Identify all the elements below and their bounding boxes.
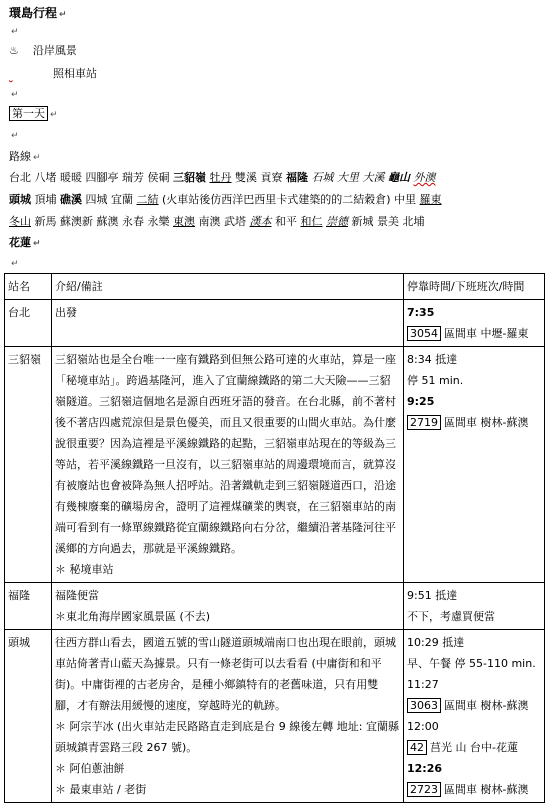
route-station: 石城 <box>311 171 334 184</box>
route-station: 景美 <box>377 215 399 228</box>
theme-label-coastal: 沿岸風景 <box>32 44 77 57</box>
time-text: 區間車 樹林-蘇澳 <box>444 416 529 429</box>
train-number: 42 <box>407 740 427 755</box>
route-station: 永春 <box>122 215 144 228</box>
time-text: 莒光 山 台中-花蓮 <box>430 741 518 754</box>
time-entry <box>407 632 541 653</box>
header-times: 停靠時間/下班班次/時間 <box>404 274 545 300</box>
route-station: 牡丹 <box>209 171 232 184</box>
time-entry <box>407 349 541 370</box>
intro-paragraph: ＊ 阿伯蔥油餅 <box>55 762 125 775</box>
route-line-1 <box>9 171 436 185</box>
route-station: 四腳亭 <box>85 171 119 184</box>
station-times <box>404 347 545 583</box>
time-entry <box>407 370 541 391</box>
header-station: 站名 <box>5 274 52 300</box>
train-entry <box>407 695 541 716</box>
train-number: 2719 <box>407 415 441 430</box>
station-intro <box>52 583 404 630</box>
theme-label-photo: 照相車站 <box>52 67 97 80</box>
route-station: 北埔 <box>402 215 425 228</box>
route-station: 新城 <box>351 215 374 228</box>
route-station: 暖暖 <box>60 171 82 184</box>
train-number: 2723 <box>407 782 441 797</box>
station-name: 三貂嶺 <box>5 347 52 583</box>
time-text: 區間車 樹林-蘇澳 <box>444 783 529 796</box>
time-text: 12:26 <box>407 762 443 775</box>
intro-paragraph: 福隆便當 <box>55 589 99 602</box>
route-station: 三貂嶺 <box>173 171 206 184</box>
time-entry <box>407 653 541 674</box>
route-station: 新馬 <box>34 215 57 228</box>
intro-paragraph: ＊東北角海岸國家風景區 (不去) <box>55 610 211 623</box>
time-text: 早、午餐 停 55-110 min. <box>407 657 536 670</box>
route-line-3 <box>9 215 425 229</box>
station-times <box>404 300 545 347</box>
train-number: 3063 <box>407 698 441 713</box>
intro-paragraph: ＊ 最東車站 / 老街 <box>55 783 147 796</box>
route-station: 和仁 <box>300 215 323 228</box>
intro-paragraph: ＊ 秘境車站 <box>55 563 114 576</box>
train-entry <box>407 412 541 433</box>
time-entry <box>407 674 541 695</box>
route-station: 漢本 <box>249 215 272 228</box>
train-entry <box>407 779 541 800</box>
route-station: 瑞芳 <box>122 171 144 184</box>
route-station: 崇德 <box>326 215 348 228</box>
itinerary-table <box>4 273 545 803</box>
time-text: 區間車 中壢-羅東 <box>444 327 529 340</box>
route-station: 龜山 <box>388 171 410 184</box>
table-row <box>5 347 545 583</box>
route-station: 中里 <box>394 193 417 206</box>
route-station: 大溪 <box>362 171 385 184</box>
theme-line-2 <box>9 67 97 81</box>
intro-paragraph: ＊ 阿宗芋冰 (出火車站走民路路直走到底是台 9 線後左轉 地址: 宜蘭縣頭城鎮青雲路三段 267 號)。 <box>55 720 399 754</box>
route-station: 冬山 <box>9 215 31 228</box>
train-entry <box>407 323 541 344</box>
route-station: 頭城 <box>9 193 31 206</box>
route-station: 南澳 <box>198 215 221 228</box>
route-station: 台北 <box>9 171 31 184</box>
blank-line: ↵ <box>11 27 19 37</box>
station-name: 頭城 <box>5 630 52 803</box>
time-entry <box>407 716 541 737</box>
table-row <box>5 300 545 347</box>
header-intro: 介紹/備註 <box>52 274 404 300</box>
route-station: 八堵 <box>34 171 57 184</box>
route-station: 宜蘭 <box>111 193 133 206</box>
table-header-row <box>5 274 545 300</box>
route-station: 頂埔 <box>34 193 57 206</box>
theme-line-1 <box>9 44 77 58</box>
route-station: 雙溪 <box>235 171 257 184</box>
station-times <box>404 630 545 803</box>
intro-paragraph: 出發 <box>55 306 77 319</box>
route-station: 永樂 <box>147 215 170 228</box>
time-entry <box>407 758 541 779</box>
time-text: 11:27 <box>407 678 439 691</box>
hot-spring-icon: ♨ <box>9 44 19 57</box>
route-line-2 <box>9 193 442 207</box>
time-text: 不下，考慮買便當 <box>407 610 495 623</box>
blank-line: ↵ <box>11 259 19 269</box>
route-station: 羅東 <box>419 193 442 206</box>
route-station: 外澳 <box>413 171 436 184</box>
time-text: 9:51 抵達 <box>407 589 458 602</box>
route-station: 大里 <box>337 171 359 184</box>
day-label: 第一天 ↵ <box>9 107 58 122</box>
route-station: 貢寮 <box>260 171 283 184</box>
time-text: 7:35 <box>407 306 435 319</box>
time-entry <box>407 606 541 627</box>
station-name: 台北 <box>5 300 52 347</box>
time-text: 12:00 <box>407 720 439 733</box>
route-station: 和平 <box>275 215 297 228</box>
route-station: 侯硐 <box>147 171 170 184</box>
table-row <box>5 583 545 630</box>
route-station: 蘇澳 <box>96 215 119 228</box>
blank-line: ↵ <box>11 90 19 100</box>
time-text: 10:29 抵達 <box>407 636 465 649</box>
route-station: 礁溪 <box>60 193 82 206</box>
train-entry <box>407 737 541 758</box>
document-title: 環島行程 ↵ <box>9 6 67 20</box>
route-station: 武塔 <box>224 215 246 228</box>
table-row <box>5 630 545 803</box>
blank-line: ↵ <box>11 131 19 141</box>
time-entry <box>407 391 541 412</box>
station-intro <box>52 300 404 347</box>
time-entry <box>407 585 541 606</box>
route-station: 蘇澳新 <box>60 215 93 228</box>
station-times <box>404 583 545 630</box>
time-text: 區間車 樹林-蘇澳 <box>444 699 529 712</box>
route-station: 東澳 <box>173 215 195 228</box>
station-name: 福隆 <box>5 583 52 630</box>
train-number: 3054 <box>407 326 441 341</box>
time-text: 8:34 抵達 <box>407 353 458 366</box>
intro-paragraph: 三貂嶺站也是全台唯一一座有鐵路到但無公路可達的火車站，算是一座「秘境車站」。跨過基隆河，進入了宜蘭線鐵路的第二大天險——三貂嶺隧道。三貂嶺這個地名是源自西班牙語的發音。在台北縣，前不著村後不著店四處荒涼但是景色優美，而且又很重要的山間火車站。為什麼說很重要？因為這裡是平溪線鐵路的起點，三貂嶺車站現在的等級為三等站，若平溪線鐵路一旦沒有，以三貂嶺車站的周邊環境而言，就算沒有被廢站也會被降為無人招呼站。沿著鐵軌走到三貂嶺隧道西口，沿途有幾棟廢棄的礦場房舍，證明了這裡煤礦業的輿衰，在三貂嶺車站的南端可看到有一條單線鐵路從宜蘭線鐵路向右分岔，繼續沿著基隆河往平溪鄉的方向過去，那就是平溪線鐵路。 <box>55 353 396 555</box>
time-text: 9:25 <box>407 395 435 408</box>
route-station: 福隆 <box>286 171 308 184</box>
station-intro <box>52 630 404 803</box>
intro-paragraph: 往西方群山看去，國道五號的雪山隧道頭城端南口也出現在眼前，頭城車站倚著青山藍天為據景。只有一條老街可以去看看 (中庸街和和平街)。中庸街裡的古老房舍，是種小鄉鎮特有的老舊味道，只有用雙腳，才有辦法用緩慢的速度，穿越時光的軌跡。 <box>55 636 396 712</box>
route-station: (火車站後仿西洋巴西里卡式建築的的二結穀倉) <box>162 193 391 206</box>
route-station: 二結 <box>136 193 159 206</box>
squiggle-icon <box>9 67 25 81</box>
time-text: 停 51 min. <box>407 374 464 387</box>
route-heading: 路線 ↵ <box>9 150 41 163</box>
route-line-4: 花蓮 ↵ <box>9 236 41 249</box>
station-intro <box>52 347 404 583</box>
time-entry <box>407 302 541 323</box>
route-station: 四城 <box>85 193 108 206</box>
